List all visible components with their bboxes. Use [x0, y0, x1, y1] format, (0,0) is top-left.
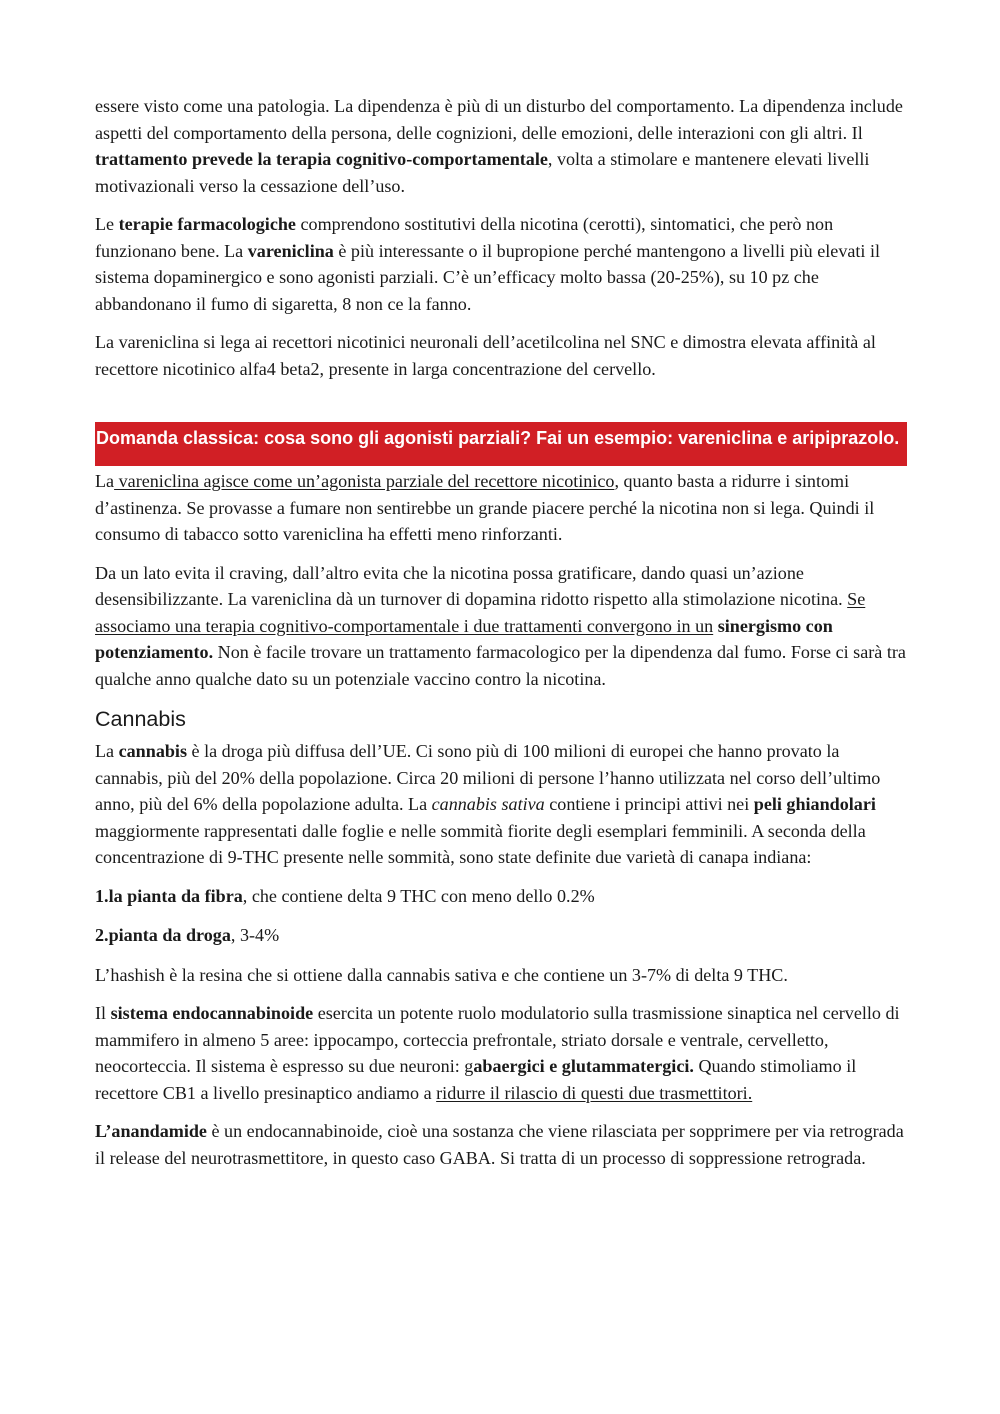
text-run: , quanto basta a ridurre i sintomi d’astinenza. Se provasse a fumare non sentirebbe un grande piacere perché la nicotina non si lega. Quindi il consumo di tabacco sotto vareniclina ha effetti meno rinforzanti. [95, 471, 875, 544]
paragraph-agonista-parziale [95, 468, 907, 548]
text-run: Non è facile trovare un trattamento farmacologico per la dipendenza dal fumo. Forse ci sarà tra qualche anno qualche dato su un potenziale vaccino contro la nicotina. [95, 642, 906, 689]
paragraph-hashish: L’hashish è la resina che si ottiene dalla cannabis sativa e che contiene un 3-7% di delta 9 THC. [95, 964, 788, 985]
list-item-pianta-droga [95, 922, 907, 949]
text-run: è più interessante o il bupropione perché mantengono a livelli più elevati il sistema dopaminergico e sono agonisti parziali. C’è un’efficacy molto bassa (20-25%), su 10 pz che abbandonano il fumo di sigaretta, 8 non ce la fanno. [95, 240, 881, 314]
paragraph-dipendenza-trattamento [95, 93, 907, 199]
bold-text: 2.pianta da droga [95, 925, 231, 945]
paragraph-anandamide [95, 1118, 907, 1171]
text-run: è un endocannabinoide, cioè una sostanza che viene rilasciata per sopprimere per via retrograda il release del neurotrasmettitore, in questo caso GABA. Si tratta di un processo di soppressione retrograda. [95, 1121, 904, 1168]
text-run: , 3-4% [230, 925, 280, 945]
text-run: è la droga più diffusa dell’UE. Ci sono più di 100 milioni di europei che hanno provato la cannabis, più del 20% della popolazione. Circa 20 milioni di persone l’hanno utilizzata nel corso dell’ultimo anno, più del 6% della popolazione adulta. La [95, 741, 881, 814]
text-run: Il [95, 1003, 111, 1023]
paragraph-craving [95, 560, 907, 693]
document-body [95, 93, 907, 1183]
section-heading-cannabis: Cannabis [95, 707, 186, 731]
bold-text: sistema endocannabinoide [110, 1003, 314, 1023]
bold-text: 1.la pianta da fibra [95, 885, 243, 906]
bold-text: terapie farmacologiche [118, 214, 296, 234]
underlined-text: Se associamo una terapia cognitivo-comportamentale i due trattamenti convergono in un [95, 589, 866, 636]
text-run: esercita un potente ruolo modulatorio sulla trasmissione sinaptica nel cervello di mammifero in almeno 5 aree: ippocampo, corteccia prefrontale, striato dorsale e ventrale, cervelletto, neocorteccia. Il sistema è espresso su due neuroni: g [95, 1003, 900, 1076]
text-run: maggiormente rappresentati dalle foglie e nelle sommità fiorite degli esemplari femminili. A seconda della concentrazione di 9-THC presente nelle sommità, sono state definite due varietà di canapa indiana: [95, 820, 866, 867]
text-run: comprendono sostitutivi della nicotina (cerotti), sintomatici, che però non funzionano bene. La [95, 214, 834, 261]
underlined-text: vareniclina agisce come un’agonista parziale del recettore nicotinico [114, 471, 615, 491]
bold-text: trattamento prevede la terapia cognitivo-comportamentale [95, 149, 548, 169]
text-run: , volta a stimolare e mantenere elevati livelli motivazionali verso la cessazione dell’uso. [95, 149, 870, 196]
highlight-banner-question: Domanda classica: cosa sono gli agonisti parziali? Fai un esempio: vareniclina e aripiprazolo. [95, 422, 907, 466]
paragraph-vareniclina-recettori: La vareniclina si lega ai recettori nicotinici neuronali dell’acetilcolina nel SNC e dimostra elevata affinità al recettore nicotinico alfa4 beta2, presente in larga concentrazione del cervello. [95, 332, 876, 379]
bold-text: peli ghiandolari [753, 794, 876, 814]
list-item-pianta-fibra [95, 883, 907, 910]
underlined-text: ridurre il rilascio di questi due trasmettitori. [436, 1082, 753, 1103]
bold-text: cannabis [118, 741, 187, 761]
text-run: , che contiene delta 9 THC con meno dello 0.2% [242, 885, 595, 906]
bold-text: abaergici e glutammatergici. [473, 1056, 694, 1076]
text-run: Le [95, 214, 119, 234]
paragraph-sistema-endocannabinoide [95, 1000, 907, 1106]
italic-text: cannabis sativa [431, 794, 545, 814]
text-run: contiene i principi attivi nei [544, 794, 754, 814]
bold-text: L’anandamide [95, 1121, 207, 1141]
text-run: Quando stimoliamo il recettore CB1 a livello presinaptico andiamo a [95, 1056, 857, 1103]
text-run: essere visto come una patologia. La dipendenza è più di un disturbo del comportamento. La dipendenza include aspetti del comportamento della persona, delle cognizioni, delle emozioni, delle interazioni con gli altri. Il [95, 96, 903, 143]
bold-text: sinergismo con potenziamento. [95, 615, 833, 662]
paragraph-terapie-farmacologiche [95, 211, 907, 317]
paragraph-cannabis-diffusione [95, 738, 907, 871]
bold-text: vareniclina [247, 240, 334, 261]
text-run: La [95, 471, 115, 491]
text-run: La [95, 741, 119, 761]
text-run: Da un lato evita il craving, dall’altro evita che la nicotina possa gratificare, dando quasi un’azione desensibilizzante. La vareniclina dà un turnover di dopamina ridotto rispetto alla stimolazione nicotina. [95, 562, 848, 609]
